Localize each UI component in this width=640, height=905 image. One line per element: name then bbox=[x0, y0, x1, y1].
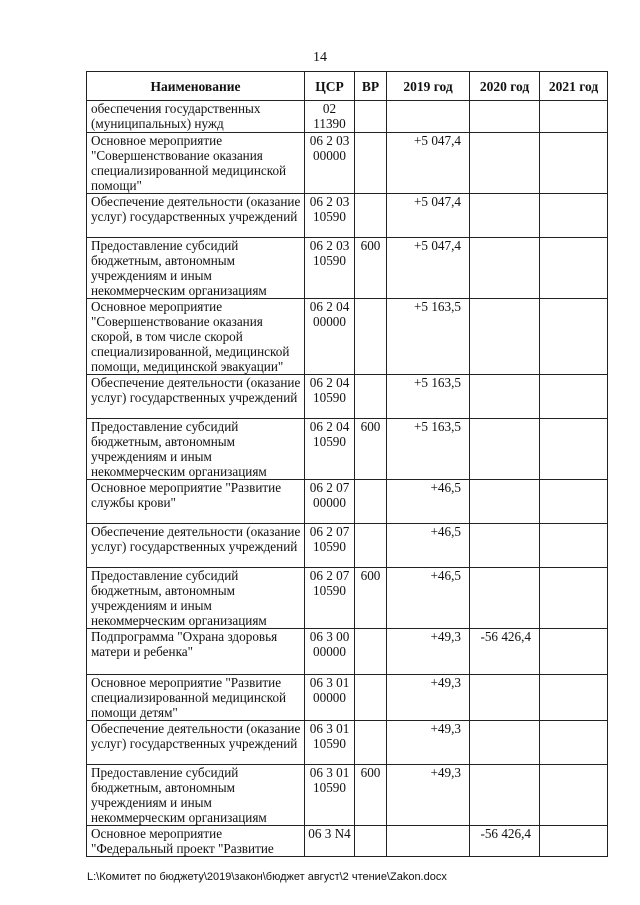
row-csr: 02 11390 bbox=[305, 101, 355, 133]
row-2019 bbox=[387, 101, 470, 133]
row-2020 bbox=[470, 568, 540, 629]
row-vr bbox=[355, 480, 387, 524]
table-row bbox=[87, 629, 608, 675]
row-2021 bbox=[540, 765, 608, 826]
row-name: Предоставление субсидий бюджетным, автономным учреждениям и иным некоммерческим организациям bbox=[87, 568, 305, 629]
budget-table bbox=[86, 71, 608, 857]
row-name: Основное мероприятие "Совершенствование оказания скорой, в том числе скорой специализированной, медицинской помощи, медицинской эвакуации" bbox=[87, 299, 305, 375]
row-2020 bbox=[470, 419, 540, 480]
row-name: Обеспечение деятельности (оказание услуг) государственных учреждений bbox=[87, 194, 305, 238]
row-2021 bbox=[540, 826, 608, 857]
header-name: Наименование bbox=[87, 72, 305, 101]
row-2019 bbox=[387, 826, 470, 857]
row-csr: 06 2 04 00000 bbox=[305, 299, 355, 375]
row-vr bbox=[355, 194, 387, 238]
row-vr bbox=[355, 721, 387, 765]
table-header-row bbox=[87, 72, 608, 101]
row-2021 bbox=[540, 480, 608, 524]
row-csr: 06 2 03 00000 bbox=[305, 133, 355, 194]
row-2021 bbox=[540, 375, 608, 419]
row-2021 bbox=[540, 721, 608, 765]
row-2020 bbox=[470, 238, 540, 299]
row-csr: 06 2 03 10590 bbox=[305, 238, 355, 299]
row-2019: +5 047,4 bbox=[387, 238, 470, 299]
row-csr: 06 2 04 10590 bbox=[305, 419, 355, 480]
row-vr bbox=[355, 299, 387, 375]
row-csr: 06 2 07 00000 bbox=[305, 480, 355, 524]
row-2021 bbox=[540, 133, 608, 194]
row-2019: +46,5 bbox=[387, 568, 470, 629]
header-2020: 2020 год bbox=[470, 72, 540, 101]
header-vr: ВР bbox=[355, 72, 387, 101]
row-name: Предоставление субсидий бюджетным, автономным учреждениям и иным некоммерческим организациям bbox=[87, 238, 305, 299]
table-row bbox=[87, 101, 608, 133]
row-name: Основное мероприятие "Совершенствование оказания специализированной медицинской помощи" bbox=[87, 133, 305, 194]
table-row bbox=[87, 419, 608, 480]
row-2020 bbox=[470, 133, 540, 194]
row-2019: +5 163,5 bbox=[387, 375, 470, 419]
row-name: Обеспечение деятельности (оказание услуг) государственных учреждений bbox=[87, 524, 305, 568]
row-csr: 06 3 01 10590 bbox=[305, 721, 355, 765]
row-2021 bbox=[540, 524, 608, 568]
row-2021 bbox=[540, 101, 608, 133]
row-csr: 06 3 01 10590 bbox=[305, 765, 355, 826]
row-2019: +5 047,4 bbox=[387, 133, 470, 194]
row-vr bbox=[355, 524, 387, 568]
row-2019: +5 047,4 bbox=[387, 194, 470, 238]
row-vr bbox=[355, 133, 387, 194]
row-csr: 06 3 00 00000 bbox=[305, 629, 355, 675]
row-2020 bbox=[470, 299, 540, 375]
header-2021: 2021 год bbox=[540, 72, 608, 101]
row-name: обеспечения государственных (муниципальных) нужд bbox=[87, 101, 305, 133]
row-csr: 06 2 03 10590 bbox=[305, 194, 355, 238]
file-path-footer: L:\Комитет по бюджету\2019\закон\бюджет август\2 чтение\Zakon.docx bbox=[87, 871, 447, 883]
row-vr: 600 bbox=[355, 419, 387, 480]
row-2021 bbox=[540, 194, 608, 238]
row-2021 bbox=[540, 238, 608, 299]
row-name: Обеспечение деятельности (оказание услуг) государственных учреждений bbox=[87, 375, 305, 419]
row-csr: 06 2 04 10590 bbox=[305, 375, 355, 419]
row-vr bbox=[355, 826, 387, 857]
table-row bbox=[87, 194, 608, 238]
row-name: Предоставление субсидий бюджетным, автономным учреждениям и иным некоммерческим организациям bbox=[87, 419, 305, 480]
table-row bbox=[87, 524, 608, 568]
row-2021 bbox=[540, 419, 608, 480]
table-body bbox=[87, 101, 608, 857]
row-2020 bbox=[470, 524, 540, 568]
table-row bbox=[87, 375, 608, 419]
row-2020: -56 426,4 bbox=[470, 629, 540, 675]
row-2019: +49,3 bbox=[387, 765, 470, 826]
row-vr: 600 bbox=[355, 568, 387, 629]
row-name: Основное мероприятие "Федеральный проект "Развитие bbox=[87, 826, 305, 857]
row-csr: 06 3 N4 bbox=[305, 826, 355, 857]
row-vr bbox=[355, 101, 387, 133]
table-row bbox=[87, 826, 608, 857]
row-2019: +46,5 bbox=[387, 480, 470, 524]
row-2021 bbox=[540, 629, 608, 675]
table-row bbox=[87, 299, 608, 375]
row-2019: +5 163,5 bbox=[387, 419, 470, 480]
row-2019: +49,3 bbox=[387, 721, 470, 765]
row-csr: 06 3 01 00000 bbox=[305, 675, 355, 721]
row-vr bbox=[355, 375, 387, 419]
row-vr: 600 bbox=[355, 238, 387, 299]
row-2019: +49,3 bbox=[387, 629, 470, 675]
header-csr: ЦСР bbox=[305, 72, 355, 101]
row-name: Предоставление субсидий бюджетным, автономным учреждениям и иным некоммерческим организациям bbox=[87, 765, 305, 826]
table-row bbox=[87, 480, 608, 524]
row-2019: +49,3 bbox=[387, 675, 470, 721]
row-2019: +5 163,5 bbox=[387, 299, 470, 375]
row-2020: -56 426,4 bbox=[470, 826, 540, 857]
row-2020 bbox=[470, 480, 540, 524]
table-row bbox=[87, 675, 608, 721]
header-2019: 2019 год bbox=[387, 72, 470, 101]
row-csr: 06 2 07 10590 bbox=[305, 524, 355, 568]
row-name: Основное мероприятие "Развитие службы крови" bbox=[87, 480, 305, 524]
row-vr bbox=[355, 675, 387, 721]
page-number: 14 bbox=[313, 50, 327, 65]
row-2020 bbox=[470, 375, 540, 419]
row-2020 bbox=[470, 194, 540, 238]
row-2021 bbox=[540, 675, 608, 721]
row-name: Основное мероприятие "Развитие специализированной медицинской помощи детям" bbox=[87, 675, 305, 721]
row-2020 bbox=[470, 765, 540, 826]
table-row bbox=[87, 721, 608, 765]
table-row bbox=[87, 765, 608, 826]
table-row bbox=[87, 238, 608, 299]
row-csr: 06 2 07 10590 bbox=[305, 568, 355, 629]
row-2021 bbox=[540, 299, 608, 375]
table-row bbox=[87, 568, 608, 629]
row-name: Обеспечение деятельности (оказание услуг) государственных учреждений bbox=[87, 721, 305, 765]
row-name: Подпрограмма "Охрана здоровья матери и ребенка" bbox=[87, 629, 305, 675]
table-row bbox=[87, 133, 608, 194]
row-2020 bbox=[470, 721, 540, 765]
row-2020 bbox=[470, 101, 540, 133]
row-2021 bbox=[540, 568, 608, 629]
row-vr bbox=[355, 629, 387, 675]
row-2019: +46,5 bbox=[387, 524, 470, 568]
row-2020 bbox=[470, 675, 540, 721]
row-vr: 600 bbox=[355, 765, 387, 826]
